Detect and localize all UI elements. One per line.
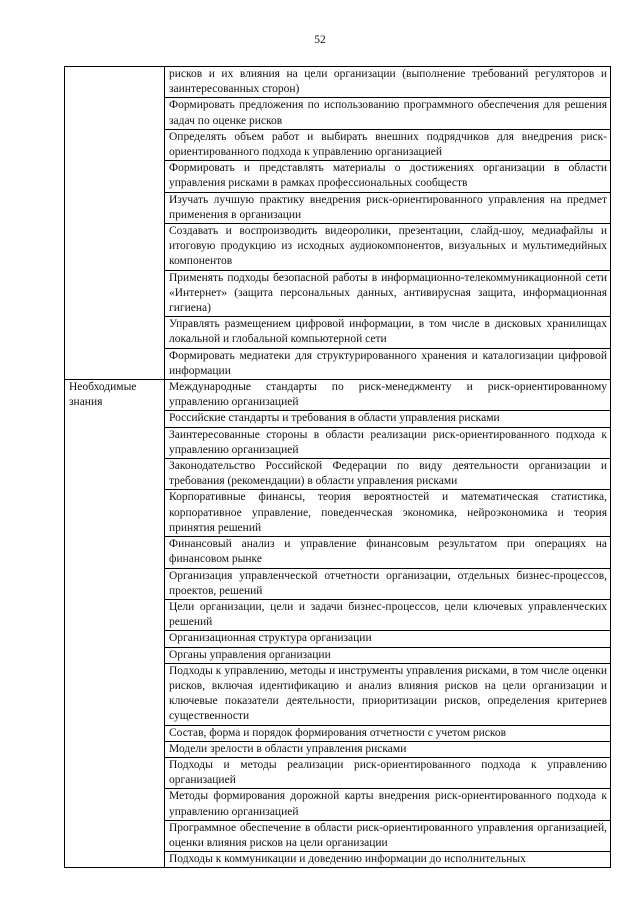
table-cell: Цели организации, цели и задачи бизнес-процессов, цели ключевых управленческих решений	[165, 599, 611, 630]
table-row	[65, 67, 611, 98]
table-cell: Международные стандарты по риск-менеджменту и риск-ориентированному управлению организацией	[165, 380, 611, 411]
table-cell: Формировать предложения по использованию программного обеспечения для решения задач по оценке рисков	[165, 98, 611, 129]
table-cell: Органы управления организации	[165, 647, 611, 663]
table-cell: Управлять размещением цифровой информации, в том числе в дисковых хранилищах локальной и глобальной компьютерной сети	[165, 317, 611, 348]
competency-table-body	[65, 67, 611, 868]
table-cell: Формировать и представлять материалы о достижениях организации в области управления рисками в рамках профессиональных сообществ	[165, 161, 611, 192]
table-cell: Организация управленческой отчетности организации, отдельных бизнес-процессов, проектов, решений	[165, 568, 611, 599]
table-cell: Применять подходы безопасной работы в информационно-телекоммуникационной сети «Интернет» (защита персональных данных, антивирусная защита, информационная гигиена)	[165, 270, 611, 317]
table-cell: Законодательство Российской Федерации по виду деятельности организации и требования (рекомендации) в области управления рисками	[165, 459, 611, 490]
table-cell: Заинтересованные стороны в области реализации риск-ориентированного подхода к управлению организацией	[165, 427, 611, 458]
table-cell: Модели зрелости в области управления рисками	[165, 741, 611, 757]
table-cell: Формировать медиатеки для структурированного хранения и каталогизации цифровой информации	[165, 348, 611, 379]
table-cell: Финансовый анализ и управление финансовым результатом при операциях на финансовом рынке	[165, 537, 611, 568]
table-cell: Корпоративные финансы, теория вероятностей и математическая статистика, корпоративное управление, поведенческая экономика, нейроэкономика и теория принятия решений	[165, 490, 611, 537]
page-number: 52	[314, 34, 326, 46]
table-cell: Организационная структура организации	[165, 631, 611, 647]
table-cell: Состав, форма и порядок формирования отчетности с учетом рисков	[165, 725, 611, 741]
table-cell: Методы формирования дорожной карты внедрения риск-ориентированного подхода к управлению организацией	[165, 789, 611, 820]
table-row	[65, 380, 611, 411]
table-cell: рисков и их влияния на цели организации (выполнение требований регуляторов и заинтересованных сторон)	[165, 67, 611, 98]
table-cell: Изучать лучшую практику внедрения риск-ориентированного управления на предмет применения в организации	[165, 192, 611, 223]
table-cell: Определять объем работ и выбирать внешних подрядчиков для внедрения риск-ориентированного подхода к управлению организацией	[165, 129, 611, 160]
table-cell: Подходы и методы реализации риск-ориентированного подхода к управлению организацией	[165, 757, 611, 788]
section-label: Необходимые знания	[65, 380, 165, 868]
table-cell: Создавать и воспроизводить видеоролики, презентации, слайд-шоу, медиафайлы и итоговую продукцию из исходных аудиокомпонентов, визуальных и мультимедийных компонентов	[165, 224, 611, 271]
table-cell: Подходы к коммуникации и доведению информации до исполнительных	[165, 852, 611, 868]
section-label-continued	[65, 67, 165, 380]
table-cell: Программное обеспечение в области риск-ориентированного управления организацией, оценки влияния рисков на цели организации	[165, 820, 611, 851]
competency-table	[64, 66, 611, 868]
table-cell: Подходы к управлению, методы и инструменты управления рисками, в том числе оценки рисков, включая идентификацию и анализ влияния рисков на цели организации и ключевые показатели деятельности, приоритизации рисков, определения критериев существенности	[165, 663, 611, 725]
table-cell: Российские стандарты и требования в области управления рисками	[165, 411, 611, 427]
